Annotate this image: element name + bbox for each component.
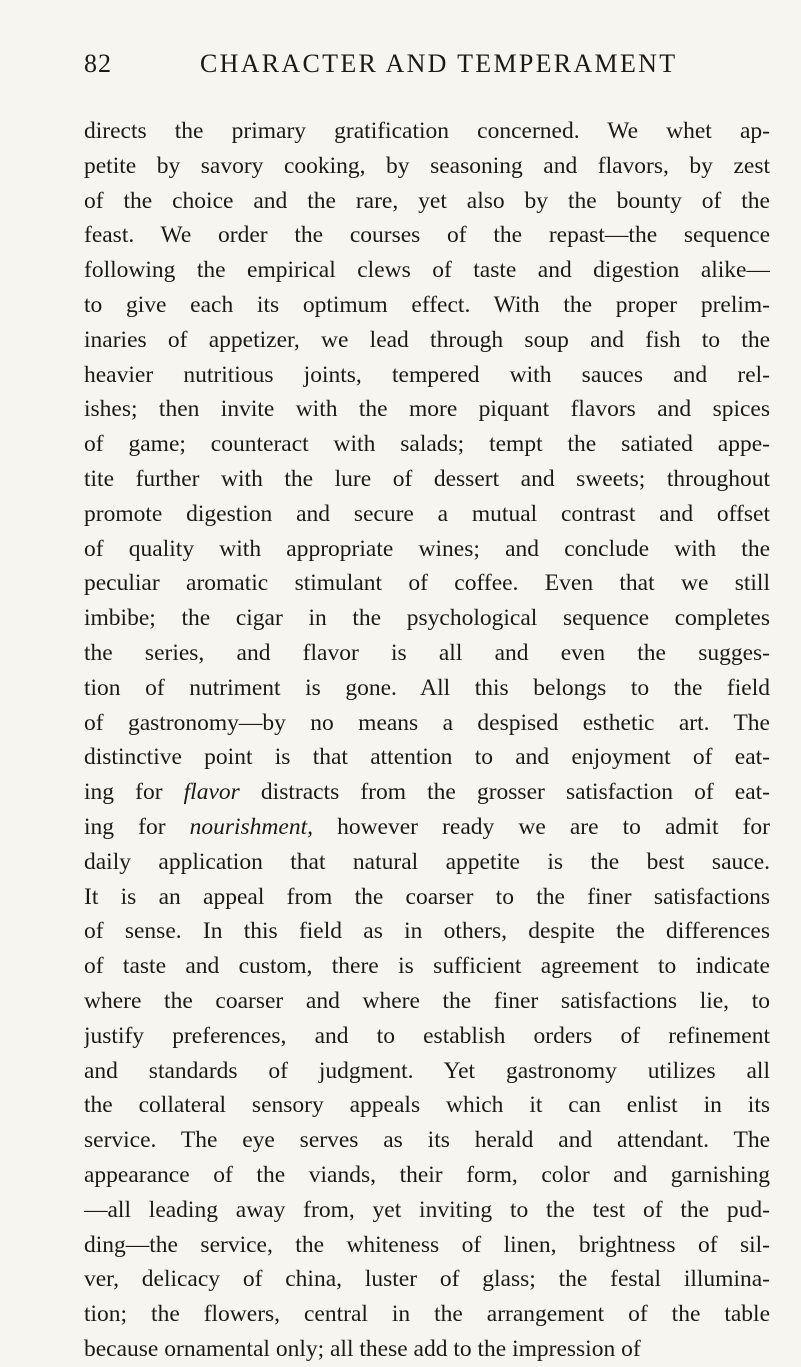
text-line: —all leading away from, yet inviting to the test of the pud- (84, 1196, 770, 1223)
text-line: of quality with appropriate wines; and conclude with the (84, 535, 770, 562)
text-line-with-emphasis (84, 775, 770, 810)
page-number: 82 (84, 49, 112, 78)
text-line: of taste and custom, there is sufficient agreement to indicate (84, 953, 770, 980)
text-line: justify preferences, and to establish orders of refinement (84, 1022, 770, 1049)
text-line: imbibe; the cigar in the psychological sequence completes (84, 605, 770, 632)
text-line: appearance of the viands, their form, color and garnishing (84, 1161, 770, 1188)
text-line: where the coarser and where the finer satisfactions lie, to (84, 987, 770, 1014)
chapter-title: CHARACTER AND TEMPERAMENT (200, 49, 678, 78)
text-line: of game; counteract with salads; tempt the satiated appe- (84, 431, 770, 458)
italic-nourishment: nourishment, (189, 813, 313, 840)
text-line: peculiar aromatic stimulant of coffee. Even that we still (84, 570, 770, 597)
text-line: feast. We order the courses of the repast—the sequence (84, 222, 770, 249)
text-line: ver, delicacy of china, luster of glass; the festal illumina- (84, 1266, 770, 1293)
text-line: of sense. In this field as in others, despite the differences (84, 918, 770, 945)
text-line: petite by savory cooking, by seasoning and flavors, by zest (84, 152, 770, 179)
text-line: It is an appeal from the coarser to the finer satisfactions (84, 883, 770, 910)
text-line: to give each its optimum effect. With the proper prelim- (84, 291, 770, 318)
text-line: service. The eye serves as its herald and attendant. The (84, 1127, 770, 1154)
text-line: inaries of appetizer, we lead through soup and fish to the (84, 326, 770, 353)
text-line: ishes; then invite with the more piquant flavors and spices (84, 396, 770, 423)
text-line: the series, and flavor is all and even the sugges- (84, 639, 770, 666)
text-line-with-emphasis (84, 810, 770, 845)
text-line: following the empirical clews of taste and digestion alike— (84, 257, 770, 284)
text-run: distracts from the grosser satisfaction of eat- (239, 779, 770, 806)
text-line: promote digestion and secure a mutual contrast and offset (84, 500, 770, 527)
text-run: ing for (84, 813, 190, 840)
text-line: because ornamental only; all these add to the impression of (84, 1335, 641, 1362)
running-head (84, 44, 770, 84)
text-line: tite further with the lure of dessert and sweets; throughout (84, 465, 770, 492)
text-line: directs the primary gratification concerned. We whet ap- (84, 118, 770, 144)
body-text (84, 114, 770, 1367)
italic-flavor: flavor (183, 779, 240, 806)
text-line: ding—the service, the whiteness of linen, brightness of sil- (84, 1231, 770, 1258)
text-line: of the choice and the rare, yet also by the bounty of the (84, 187, 770, 214)
text-line: tion; the flowers, central in the arrangement of the table (84, 1301, 770, 1328)
text-line: heavier nutritious joints, tempered with sauces and rel- (84, 361, 770, 388)
text-run: ing for (84, 779, 184, 806)
text-line: distinctive point is that attention to and enjoyment of eat- (84, 744, 770, 771)
text-line: of gastronomy—by no means a despised esthetic art. The (84, 709, 770, 736)
text-run: however ready we are to admit for (312, 813, 770, 840)
text-line: tion of nutriment is gone. All this belongs to the field (84, 674, 770, 701)
text-line: and standards of judgment. Yet gastronomy utilizes all (84, 1057, 770, 1084)
text-line: the collateral sensory appeals which it can enlist in its (84, 1092, 770, 1119)
text-line: daily application that natural appetite is the best sauce. (84, 848, 770, 875)
